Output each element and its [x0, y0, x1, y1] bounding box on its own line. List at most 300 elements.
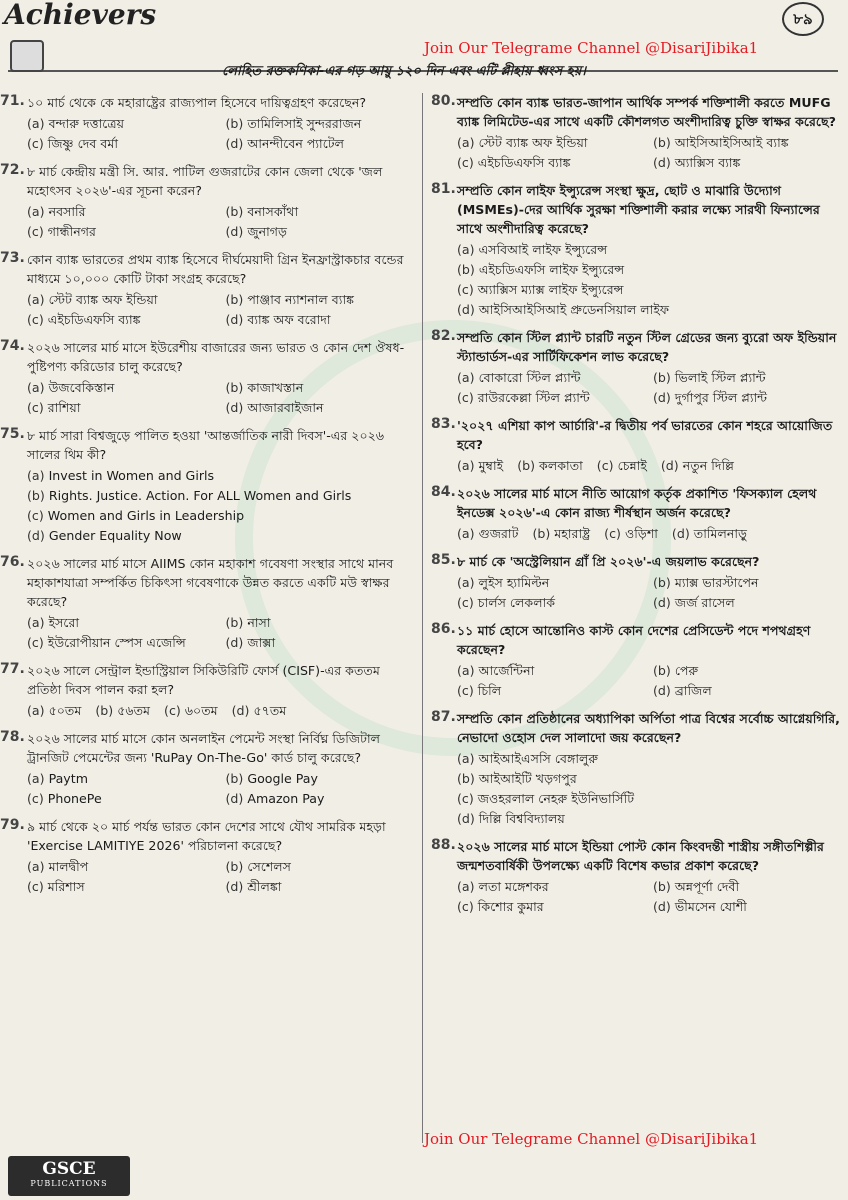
answer-option — [517, 456, 583, 476]
option-label: (a) — [457, 663, 475, 678]
question-item — [0, 661, 418, 721]
option-list — [457, 524, 843, 544]
option-text: মালদ্বীপ — [48, 859, 89, 874]
option-label: (a) — [27, 615, 45, 630]
answer-option — [457, 573, 647, 593]
answer-option — [653, 133, 843, 153]
answer-option — [226, 222, 419, 242]
option-label: (d) — [225, 400, 244, 415]
option-label: (c) — [457, 595, 474, 610]
answer-option — [661, 456, 734, 476]
answer-option — [27, 398, 220, 418]
answer-option — [27, 506, 418, 526]
answer-option — [672, 524, 747, 544]
answer-option — [457, 368, 647, 388]
option-text: অ্যাক্সিস ম্যাক্স লাইফ ইন্স্যুরেন্স — [477, 282, 624, 297]
option-list — [27, 378, 418, 418]
answer-option — [226, 114, 419, 134]
option-text: ইসরো — [48, 615, 80, 630]
option-label: (c) — [27, 791, 44, 806]
option-label: (c) — [164, 703, 181, 718]
answer-option — [226, 134, 419, 154]
option-label: (d) — [27, 528, 45, 543]
option-list — [27, 290, 418, 330]
option-label: (a) — [457, 526, 475, 541]
option-label: (b) — [225, 292, 244, 307]
option-text: শ্রীলঙ্কা — [247, 879, 282, 894]
option-label: (c) — [457, 390, 474, 405]
option-text: এসবিআই লাইফ ইন্স্যুরেন্স — [478, 242, 608, 257]
answer-option — [226, 290, 419, 310]
option-text: ম্যাক্স ভারস্টাপেন — [674, 575, 759, 590]
option-text: সেশেলস — [247, 859, 291, 874]
option-text: এইচডিএফসি ব্যাঙ্ক — [47, 312, 141, 327]
question-text: '২০২৭ এশিয়া কাপ আর্চারি'-র দ্বিতীয় পর্ব ভারতের কোন শহরে আয়োজিত হবে? — [457, 418, 833, 452]
question-number: 73. — [0, 250, 25, 266]
option-text: কাজাখস্তান — [247, 380, 304, 395]
option-label: (d) — [225, 224, 244, 239]
option-text: Women and Girls in Leadership — [47, 508, 245, 523]
option-text: বোকারো স্টিল প্ল্যান্ট — [478, 370, 581, 385]
question-text: ১০ মার্চ থেকে কে মহারাষ্ট্রের রাজ্যপাল হিসেবে দায়িত্বগ্রহণ করেছেন? — [27, 95, 367, 110]
page-number: ৮৯ — [782, 2, 824, 36]
option-text: তামিলিসাই সুন্দররাজন — [247, 116, 362, 131]
option-label: (a) — [27, 703, 45, 718]
answer-option — [457, 789, 843, 809]
option-label: (b) — [653, 370, 671, 385]
question-number: 79. — [0, 817, 25, 833]
option-label: (a) — [457, 751, 475, 766]
answer-option — [27, 526, 418, 546]
answer-option — [457, 456, 503, 476]
option-text: অন্নপূর্ণা দেবী — [674, 879, 740, 894]
question-text: সম্প্রতি কোন ব্যাঙ্ক ভারত-জাপান আর্থিক সম্পর্ক শক্তিশালী করতে MUFG ব্যাঙ্ক লিমিটেড-এর সাথে একটি কৌশলগত অংশীদারিত্ব চুক্তি স্বাক্ষর করেছে? — [457, 95, 836, 129]
logo-main: GSCE — [42, 1159, 96, 1179]
answer-option — [653, 368, 843, 388]
option-text: Rights. Justice. Action. For ALL Women and Girls — [48, 488, 352, 503]
answer-option — [457, 661, 647, 681]
option-label: (b) — [225, 615, 244, 630]
question-number: 76. — [0, 554, 25, 570]
option-label: (b) — [532, 526, 551, 541]
question-text: ৯ মার্চ থেকে ২০ মার্চ পর্যন্ত ভারত কোন দেশের সাথে যৌথ সামরিক মহড়া 'Exercise LAMITIYE 2026' পরিচালনা করেছে? — [27, 819, 386, 853]
option-text: Invest in Women and Girls — [48, 468, 215, 483]
question-text: ২০২৬ সালের মার্চ মাসে ইউরেশীয় বাজারের জন্য ভারত ও কোন দেশ ঔষধ-পুষ্টিপণ্য করিডোর চালু করেছে? — [27, 340, 405, 374]
option-list — [27, 701, 418, 721]
answer-option — [457, 809, 843, 829]
answer-option — [27, 378, 220, 398]
option-text: জওহরলাল নেহরু ইউনিভার্সিটি — [477, 791, 635, 806]
answer-option — [27, 769, 220, 789]
option-text: চিলি — [477, 683, 502, 698]
option-text: তামিলনাড়ু — [693, 526, 748, 541]
option-text: জুনাগড় — [247, 224, 288, 239]
option-list — [457, 573, 843, 613]
option-label: (a) — [457, 458, 475, 473]
option-text: নতুন দিল্লি — [682, 458, 735, 473]
option-list — [27, 769, 418, 809]
option-text: আইসিআইসিআই প্রুডেনসিয়াল লাইফ — [478, 302, 670, 317]
option-label: (b) — [457, 262, 475, 277]
right-column — [422, 93, 843, 1143]
answer-option — [27, 202, 220, 222]
option-label: (a) — [457, 135, 475, 150]
answer-option — [457, 897, 647, 917]
option-label: (c) — [604, 526, 621, 541]
question-item — [0, 162, 418, 242]
question-item — [0, 93, 418, 154]
answer-option — [226, 769, 419, 789]
question-number: 86. — [431, 621, 456, 637]
answer-option — [604, 524, 658, 544]
question-item — [0, 817, 418, 897]
option-text: দুর্গাপুর স্টিল প্ল্যান্ট — [674, 390, 768, 405]
answer-option — [226, 789, 419, 809]
answer-option — [27, 486, 418, 506]
option-label: (b) — [95, 703, 114, 718]
answer-option — [457, 524, 518, 544]
option-label: (d) — [653, 390, 671, 405]
option-label: (d) — [653, 899, 671, 914]
question-item — [423, 552, 843, 613]
option-label: (b) — [225, 771, 244, 786]
answer-option — [27, 613, 220, 633]
answer-option — [653, 573, 843, 593]
telegram-link-top[interactable]: Join Our Telegrame Channel @DisariJibika1 — [424, 39, 759, 57]
option-text: ওড়িশা — [624, 526, 658, 541]
option-label: (a) — [27, 468, 45, 483]
option-text: বন্দারু দত্তাত্রেয় — [48, 116, 125, 131]
option-label: (c) — [596, 458, 614, 473]
option-label: (b) — [653, 879, 671, 894]
answer-option — [164, 701, 218, 721]
answer-option — [27, 290, 220, 310]
option-list — [27, 202, 418, 242]
question-item — [423, 484, 843, 544]
option-text: আনন্দীবেন প্যাটেল — [247, 136, 345, 151]
question-text: সম্প্রতি কোন স্টিল প্ল্যান্ট চারটি নতুন স্টিল গ্রেডের জন্য ব্যুরো অফ ইন্ডিয়ান স্ট্যান্ডার্ডস-এর সার্টিফিকেশন লাভ করেছে? — [457, 330, 837, 364]
question-item — [0, 554, 418, 653]
option-list — [457, 456, 843, 476]
question-number: 84. — [431, 484, 456, 500]
option-label: (a) — [27, 292, 45, 307]
question-number: 71. — [0, 93, 25, 109]
option-list — [457, 240, 843, 320]
answer-option — [457, 388, 647, 408]
answer-option — [457, 260, 843, 280]
option-label: (b) — [457, 771, 475, 786]
answer-option — [457, 240, 843, 260]
answer-option — [457, 300, 843, 320]
option-label: (b) — [225, 859, 244, 874]
answer-option — [27, 857, 220, 877]
option-text: ভিলাই স্টিল প্ল্যান্ট — [674, 370, 766, 385]
answer-option — [457, 593, 647, 613]
question-text: ২০২৬ সালের মার্চ মাসে ইন্ডিয়া পোস্ট কোন কিংবদন্তী শাস্ত্রীয় সঙ্গীতশিল্পীর জন্মশতবার্ষিকী উপলক্ষ্যে একটি বিশেষ কভার প্রকাশ করেছে? — [457, 839, 824, 873]
option-text: আইআইটি খড়গপুর — [478, 771, 577, 786]
option-label: (d) — [225, 791, 244, 806]
answer-option — [653, 388, 843, 408]
option-text: ৬০তম — [184, 703, 218, 718]
option-text: রাউরকেল্লা স্টিল প্ল্যান্ট — [477, 390, 590, 405]
option-text: লুইস হ্যামিল্টন — [478, 575, 550, 590]
question-number: 77. — [0, 661, 25, 677]
option-label: (c) — [27, 312, 44, 327]
option-list — [27, 857, 418, 897]
question-item — [0, 250, 418, 330]
question-text: সম্প্রতি কোন প্রতিষ্ঠানের অধ্যাপিকা অর্পিতা পাত্র বিশ্বের সর্বোচ্চ আগ্নেয়গিরি, নেভাদো ওহোস দেল সালাদো জয় করেছেন? — [457, 711, 840, 745]
fact-bar — [8, 40, 838, 79]
option-label: (c) — [457, 683, 474, 698]
option-text: কিশোর কুমার — [477, 899, 544, 914]
option-label: (c) — [27, 879, 44, 894]
answer-option — [226, 378, 419, 398]
option-label: (c) — [457, 791, 474, 806]
left-column — [0, 93, 418, 905]
answer-option — [457, 749, 843, 769]
option-label: (c) — [457, 899, 474, 914]
option-text: মহারাষ্ট্র — [554, 526, 591, 541]
option-text: কলকাতা — [539, 458, 583, 473]
answer-option — [226, 613, 419, 633]
option-text: নবসারি — [48, 204, 86, 219]
option-label: (b) — [27, 488, 45, 503]
option-text: উজবেকিস্তান — [48, 380, 115, 395]
option-label: (b) — [225, 204, 244, 219]
option-text: এইচডিএফসি ব্যাঙ্ক — [477, 155, 571, 170]
answer-option — [457, 877, 647, 897]
option-list — [457, 133, 843, 173]
question-text: ৮ মার্চ কে 'অস্ট্রেলিয়ান গ্রাঁ প্রি ২০২৬'-এ জয়লাভ করেছেন? — [457, 554, 760, 569]
seal-icon — [10, 40, 44, 72]
option-text: লতা মঙ্গেশকর — [478, 879, 549, 894]
answer-option — [653, 593, 843, 613]
option-text: ইউরোপীয়ান স্পেস এজেন্সি — [47, 635, 186, 650]
fact-text: লোহিত রক্তকণিকা-এর গড় আয়ু ১২০ দিন এবং এটি প্লীহায় ধ্বংস হয়। — [222, 64, 586, 79]
question-number: 82. — [431, 328, 456, 344]
option-list — [27, 466, 418, 546]
option-label: (c) — [27, 508, 44, 523]
option-label: (d) — [225, 312, 244, 327]
answer-option — [457, 681, 647, 701]
option-label: (a) — [27, 204, 45, 219]
option-label: (c) — [27, 224, 44, 239]
option-label: (c) — [457, 155, 474, 170]
option-list — [457, 368, 843, 408]
option-label: (b) — [225, 380, 244, 395]
question-text: কোন ব্যাঙ্ক ভারতের প্রথম ব্যাঙ্ক হিসেবে দীর্ঘমেয়াদী গ্রিন ইনফ্রাস্ট্রাকচার বন্ডের মাধ্যমে ১০,০০০ কোটি টাকা সংগ্রহ করেছে? — [27, 252, 404, 286]
option-list — [457, 877, 843, 917]
option-text: গুজরাট — [478, 526, 519, 541]
answer-option — [95, 701, 150, 721]
answer-option — [226, 398, 419, 418]
option-text: চার্লস লেকলার্ক — [477, 595, 556, 610]
option-label: (a) — [27, 859, 45, 874]
option-label: (a) — [27, 380, 45, 395]
question-item — [423, 621, 843, 701]
question-item — [0, 426, 418, 546]
answer-option — [27, 134, 220, 154]
question-text: ২০২৬ সালের মার্চ মাসে নীতি আয়োগ কর্তৃক প্রকাশিত 'ফিসক্যাল হেলথ ইনডেক্স ২০২৬'-এ কোন রাজ্য শীর্ষস্থান অর্জন করেছে? — [457, 486, 817, 520]
option-text: ব্যাঙ্ক অফ বরোদা — [247, 312, 331, 327]
answer-option — [27, 222, 220, 242]
option-text: স্টেট ব্যাঙ্ক অফ ইন্ডিয়া — [478, 135, 588, 150]
answer-option — [232, 701, 287, 721]
option-label: (d) — [653, 155, 671, 170]
question-text: ২০২৬ সালের মার্চ মাসে কোন অনলাইন পেমেন্ট সংস্থা নির্বিঘ্ন ডিজিটাল ট্রানজিট পেমেন্টের জন্য 'RuPay On-The-Go' কার্ড চালু করেছে? — [27, 731, 381, 765]
question-number: 83. — [431, 416, 456, 432]
option-label: (b) — [653, 663, 671, 678]
option-text: ৫৭তম — [253, 703, 287, 718]
option-text: Gender Equality Now — [48, 528, 182, 543]
option-text: আজারবাইজান — [247, 400, 324, 415]
option-label: (c) — [457, 282, 474, 297]
question-number: 75. — [0, 426, 25, 442]
answer-option — [27, 310, 220, 330]
answer-option — [653, 661, 843, 681]
question-text: ৮ মার্চ সারা বিশ্বজুড়ে পালিত হওয়া 'আন্তর্জাতিক নারী দিবস'-এর ২০২৬ সালের থিম কী? — [27, 428, 385, 462]
option-text: স্টেট ব্যাঙ্ক অফ ইন্ডিয়া — [48, 292, 158, 307]
option-label: (d) — [231, 703, 250, 718]
option-label: (d) — [457, 302, 475, 317]
option-text: Paytm — [48, 771, 88, 786]
option-text: দিল্লি বিশ্ববিদ্যালয় — [478, 811, 565, 826]
option-label: (d) — [660, 458, 679, 473]
option-text: এইচডিএফসি লাইফ ইন্স্যুরেন্স — [478, 262, 625, 277]
question-number: 80. — [431, 93, 456, 109]
option-label: (d) — [653, 683, 671, 698]
question-text: ২০২৬ সালে সেন্ট্রাল ইন্ডাস্ট্রিয়াল সিকিউরিটি ফোর্স (CISF)-এর কততম প্রতিষ্ঠা দিবস পালন করা হল? — [27, 663, 380, 697]
option-text: ভীমসেন যোশী — [674, 899, 747, 914]
question-text: সম্প্রতি কোন লাইফ ইন্স্যুরেন্স সংস্থা ক্ষুদ্র, ছোট ও মাঝারি উদ্যোগ (MSMEs)-দের আর্থিক সুরক্ষা শক্তিশালী করার লক্ষ্যে সারথী ফিন্যান্সের সাথে অংশীদারিত্ব করেছে? — [457, 183, 820, 236]
option-text: অ্যাক্সিস ব্যাঙ্ক — [674, 155, 741, 170]
option-text: ব্রাজিল — [674, 683, 712, 698]
answer-option — [653, 153, 843, 173]
answer-option — [653, 897, 843, 917]
option-label: (b) — [653, 135, 671, 150]
option-label: (a) — [457, 242, 475, 257]
option-label: (a) — [457, 370, 475, 385]
option-list — [457, 749, 843, 829]
question-text: ২০২৬ সালের মার্চ মাসে AIIMS কোন মহাকাশ গবেষণা সংস্থার সাথে মানব মহাকাশযাত্রা সম্পর্কিত চিকিৎসা গবেষণাকে উন্নত করতে একটি মউ স্বাক্ষর করেছে? — [27, 556, 394, 609]
answer-option — [457, 769, 843, 789]
question-item — [423, 837, 843, 917]
option-label: (a) — [457, 575, 475, 590]
answer-option — [226, 633, 419, 653]
answer-option — [226, 877, 419, 897]
option-list — [27, 114, 418, 154]
option-label: (b) — [517, 458, 536, 473]
option-list — [27, 613, 418, 653]
logo-sub: PUBLICATIONS — [30, 1179, 108, 1188]
answer-option — [226, 310, 419, 330]
question-number: 87. — [431, 709, 456, 725]
option-text: জিষ্ণু দেব বর্মা — [47, 136, 118, 151]
answer-option — [532, 524, 590, 544]
option-text: জর্জ রাসেল — [674, 595, 735, 610]
answer-option — [27, 701, 81, 721]
answer-option — [457, 153, 647, 173]
option-text: মুম্বাই — [478, 458, 504, 473]
option-text: নাসা — [247, 615, 271, 630]
option-text: ৫০তম — [48, 703, 82, 718]
question-text: ১১ মার্চ হোসে আন্তোনিও কাস্ট কোন দেশের প্রেসিডেন্ট পদে শপথগ্রহণ করেছেন? — [457, 623, 811, 657]
option-label: (c) — [27, 635, 44, 650]
option-label: (d) — [225, 879, 244, 894]
question-item — [0, 338, 418, 418]
option-list — [457, 661, 843, 701]
answer-option — [597, 456, 647, 476]
option-text: Google Pay — [247, 771, 318, 786]
answer-option — [653, 681, 843, 701]
question-number: 72. — [0, 162, 25, 178]
option-label: (d) — [225, 136, 244, 151]
question-number: 78. — [0, 729, 25, 745]
option-label: (d) — [457, 811, 475, 826]
question-item — [0, 729, 418, 809]
question-number: 88. — [431, 837, 456, 853]
question-item — [423, 181, 843, 320]
option-label: (c) — [27, 136, 44, 151]
answer-option — [457, 133, 647, 153]
answer-option — [27, 633, 220, 653]
answer-option — [226, 202, 419, 222]
option-label: (a) — [457, 879, 475, 894]
option-text: রাশিয়া — [47, 400, 81, 415]
answer-option — [226, 857, 419, 877]
telegram-link-bottom[interactable]: Join Our Telegrame Channel @DisariJibika1 — [424, 1130, 759, 1148]
answer-option — [27, 789, 220, 809]
option-text: জাক্সা — [247, 635, 276, 650]
option-label: (a) — [27, 116, 45, 131]
option-text: মরিশাস — [47, 879, 85, 894]
answer-option — [653, 877, 843, 897]
question-item — [423, 93, 843, 173]
question-item — [423, 328, 843, 408]
option-text: ৫৬তম — [117, 703, 151, 718]
answer-option — [27, 114, 220, 134]
question-number: 85. — [431, 552, 456, 568]
option-label: (d) — [653, 595, 671, 610]
question-text: ৮ মার্চ কেন্দ্রীয় মন্ত্রী সি. আর. পাটিল গুজরাটের কোন জেলা থেকে 'জল মহোৎসব ২০২৬'-এর সূচনা করেন? — [27, 164, 383, 198]
question-number: 74. — [0, 338, 25, 354]
option-text: Amazon Pay — [247, 791, 325, 806]
option-text: আর্জেন্টিনা — [478, 663, 535, 678]
publisher-logo — [8, 1156, 130, 1196]
option-text: আইসিআইসিআই ব্যাঙ্ক — [674, 135, 789, 150]
answer-option — [27, 877, 220, 897]
option-text: আইআইএসসি বেঙ্গালুরু — [478, 751, 599, 766]
option-text: PhonePe — [47, 791, 102, 806]
option-label: (b) — [225, 116, 244, 131]
option-label: (d) — [671, 526, 690, 541]
brand-title: Achievers — [4, 0, 157, 31]
option-label: (b) — [653, 575, 671, 590]
option-text: পাঞ্জাব ন্যাশনাল ব্যাঙ্ক — [247, 292, 354, 307]
option-label: (d) — [225, 635, 244, 650]
option-label: (c) — [27, 400, 44, 415]
option-text: গান্ধীনগর — [47, 224, 96, 239]
question-item — [423, 709, 843, 829]
answer-option — [457, 280, 843, 300]
option-text: চেন্নাই — [617, 458, 647, 473]
option-text: পেরু — [674, 663, 699, 678]
option-label: (a) — [27, 771, 45, 786]
option-text: বনাসকাঁথা — [247, 204, 299, 219]
question-number: 81. — [431, 181, 456, 197]
answer-option — [27, 466, 418, 486]
question-item — [423, 416, 843, 476]
